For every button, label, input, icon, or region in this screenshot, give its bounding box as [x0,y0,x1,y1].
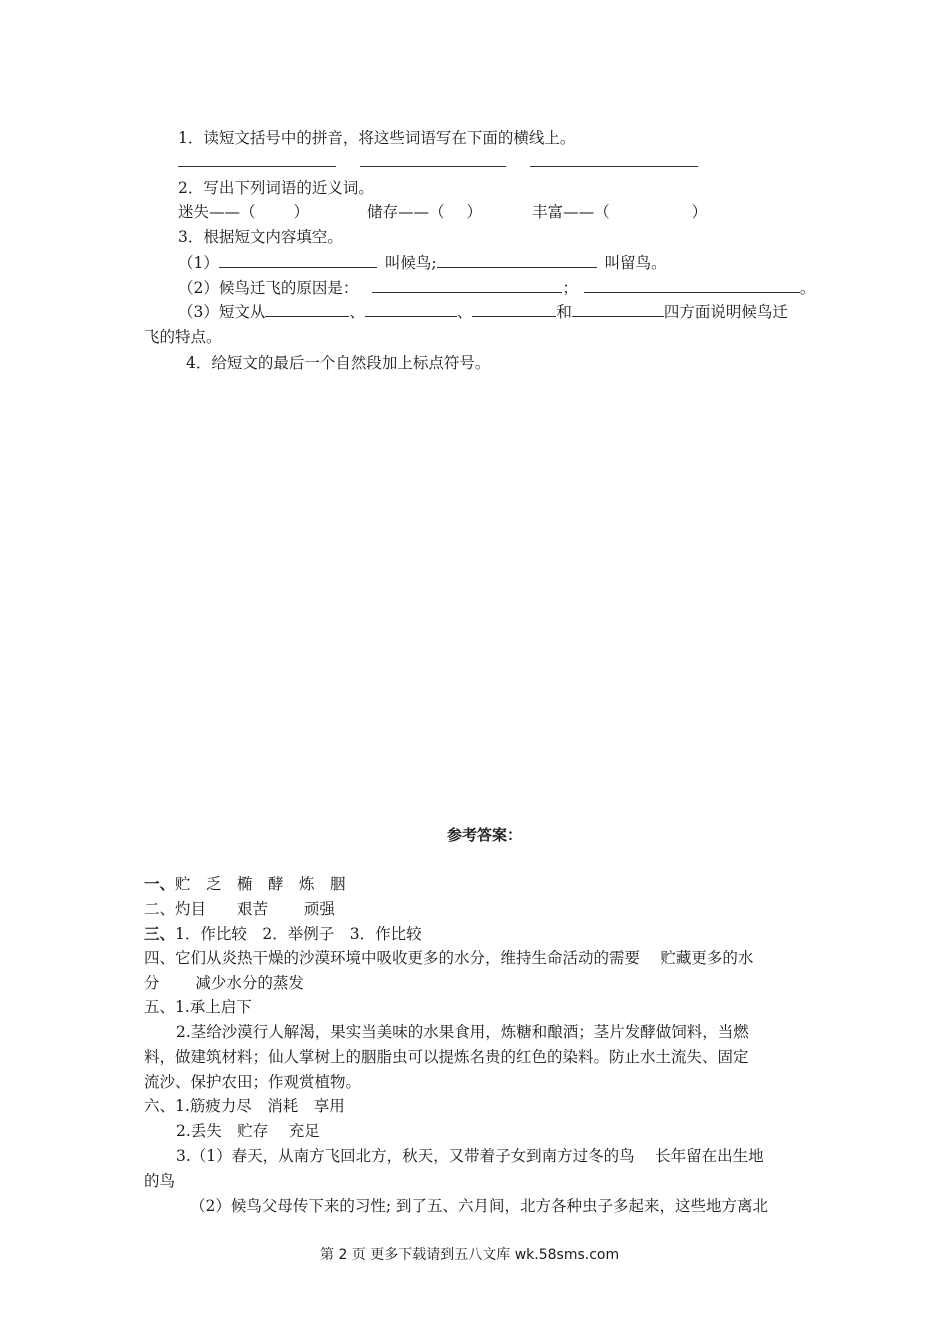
answer-blank[interactable] [219,251,377,268]
answer-blank[interactable] [178,150,336,167]
question-3-2: （2）候鸟迁飞的原因是： ； 。 [178,276,815,300]
answer-5: 五、1.承上启下 [144,998,252,1016]
answer-2: 二、灼目 艰苦 顽强 [144,900,335,918]
answer-blank[interactable] [530,150,698,167]
answer-blank[interactable] [372,276,562,293]
answer-5-2-line-3: 流沙、保护农田；作观赏植物。 [144,1073,362,1091]
synonym-item: 丰富——（ [532,203,610,221]
answer-5-2-line-1: 2.茎给沙漠行人解渴，果实当美味的水果食用，炼糖和酿酒；茎片发酵做饲料，当燃 [176,1023,749,1041]
answer-blank[interactable] [265,300,349,317]
answer-6-3-2: （2）候鸟父母传下来的习性; 到了五、六月间，北方各种虫子多起来，这些地方离北 [190,1197,769,1215]
answer-1: 一、贮 乏 椭 酵 炼 胭 [144,874,346,893]
question-1-blanks [178,150,698,174]
answer-blank[interactable] [360,150,506,167]
answer-blank[interactable] [472,300,556,317]
question-3-3: （3）短文从 、 、 和 四方面说明候鸟迁 [178,300,788,324]
synonym-item: 储存——（ [367,203,445,221]
question-2: 2．写出下列词语的近义词。 [178,179,374,197]
answer-4-line-2: 分 减少水分的蒸发 [144,974,304,992]
answer-blank[interactable] [572,300,664,317]
answer-3: 三、1．作比较 2．举例子 3．作比较 [144,924,422,943]
synonym-item: 迷失——（ [178,203,256,221]
answer-6-3-line-2: 的鸟 [144,1172,176,1190]
answer-4-line-1: 四、它们从炎热干燥的沙漠环境中吸收更多的水分，维持生命活动的需要 贮藏更多的水 [144,949,754,967]
question-4: 4．给短文的最后一个自然段加上标点符号。 [186,354,491,372]
question-3-3-continued: 飞的特点。 [144,328,222,346]
answer-5-2-line-2: 料，做建筑材料；仙人掌树上的胭脂虫可以提炼名贵的红色的染料。防止水土流失、固定 [144,1048,749,1066]
answer-blank[interactable] [437,251,597,268]
page-footer: 第 2 页 更多下载请到五八文库 wk.58sms.com [320,1247,620,1263]
answer-blank[interactable] [584,276,800,293]
question-2-items: 迷失——（ ） 储存——（ ） 丰富——（ ） [178,203,708,221]
answer-blank[interactable] [365,300,457,317]
question-3: 3．根据短文内容填空。 [178,228,343,246]
answer-6-2: 2.丢失 贮存 充足 [176,1122,320,1140]
answer-6: 六、1.筋疲力尽 消耗 享用 [144,1097,345,1115]
question-1: 1．读短文括号中的拼音，将这些词语写在下面的横线上。 [178,129,576,147]
answers-title: 参考答案： [447,826,523,844]
answer-6-3-line-1: 3.（1）春天，从南方飞回北方，秋天，又带着子女到南方过冬的鸟 长年留在出生地 [176,1147,764,1165]
question-3-1: （1） 叫候鸟; 叫留鸟。 [178,251,667,275]
